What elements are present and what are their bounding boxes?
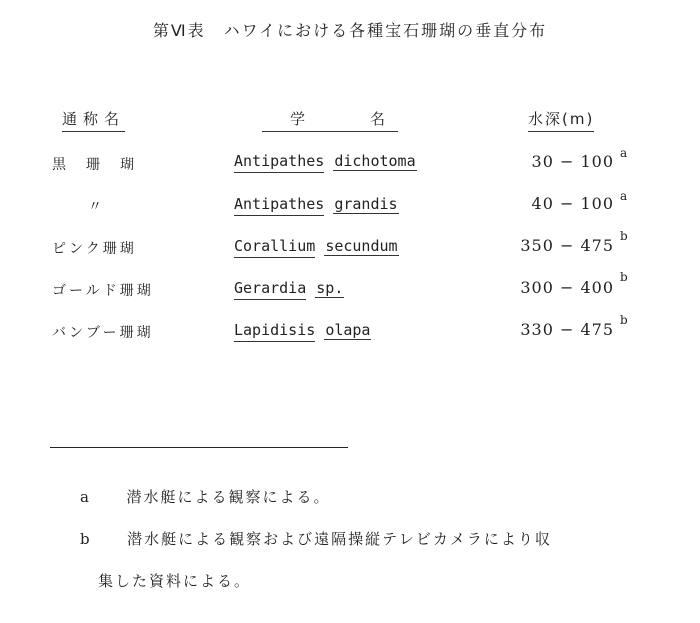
row-4-species: sp. <box>316 279 344 297</box>
row-2-note-marker: a <box>620 189 628 203</box>
row-3-common-name: ピンク珊瑚 <box>52 241 137 257</box>
header-scientific-name-part2: 名 <box>370 110 392 128</box>
header-common-name: 通称名 <box>62 108 125 132</box>
row-2-common-name: 〃 <box>88 199 105 215</box>
table-title: 第Ⅵ表 ハワイにおける各種宝石珊瑚の垂直分布 <box>152 21 548 40</box>
footnote-b-continuation: 集した資料による。 <box>98 572 252 590</box>
row-3-species: secundum <box>325 237 398 255</box>
footnote-divider <box>50 447 348 448</box>
row-5-species: olapa <box>325 321 371 339</box>
row-1-note-marker: a <box>620 146 628 160</box>
row-3-depth: 350 − 475 <box>520 236 614 255</box>
row-1-scientific-name <box>234 152 417 170</box>
row-2-species: grandis <box>334 195 398 213</box>
row-1-genus: Antipathes <box>234 152 324 173</box>
row-4-genus: Gerardia <box>234 279 306 300</box>
row-5-genus: Lapidisis <box>234 321 315 342</box>
footnote-b-letter: b <box>80 530 92 548</box>
row-4-depth: 300 − 400 <box>520 278 614 297</box>
row-1-depth: 30 − 100 <box>531 152 614 171</box>
footnote-a-letter: a <box>80 488 91 506</box>
row-1-common-name: 黒 珊 瑚 <box>52 157 137 173</box>
row-1-species: dichotoma <box>334 152 416 170</box>
row-2-genus: Antipathes <box>234 195 324 216</box>
row-3-note-marker: b <box>620 229 628 243</box>
footnote-a <box>80 486 331 507</box>
footnote-a-text: 潜水艇による観察による。 <box>126 488 331 506</box>
row-5-scientific-name <box>234 321 371 339</box>
footnote-b <box>80 528 552 549</box>
row-5-common-name: バンブー珊瑚 <box>52 325 154 341</box>
row-3-scientific-name <box>234 237 399 255</box>
header-depth: 水深(m) <box>528 108 594 132</box>
row-4-note-marker: b <box>620 270 628 284</box>
row-2-scientific-name <box>234 195 399 213</box>
row-2-depth: 40 − 100 <box>531 194 614 213</box>
row-4-common-name: ゴールド珊瑚 <box>52 283 154 299</box>
header-scientific-name-part1: 学 <box>290 110 312 128</box>
row-4-scientific-name <box>234 279 344 297</box>
row-5-depth: 330 − 475 <box>520 320 614 339</box>
header-scientific-name <box>262 108 398 132</box>
row-5-note-marker: b <box>620 313 628 327</box>
row-3-genus: Corallium <box>234 237 315 258</box>
footnote-b-text: 潜水艇による観察および遠隔操縦テレビカメラにより収 <box>127 530 552 548</box>
